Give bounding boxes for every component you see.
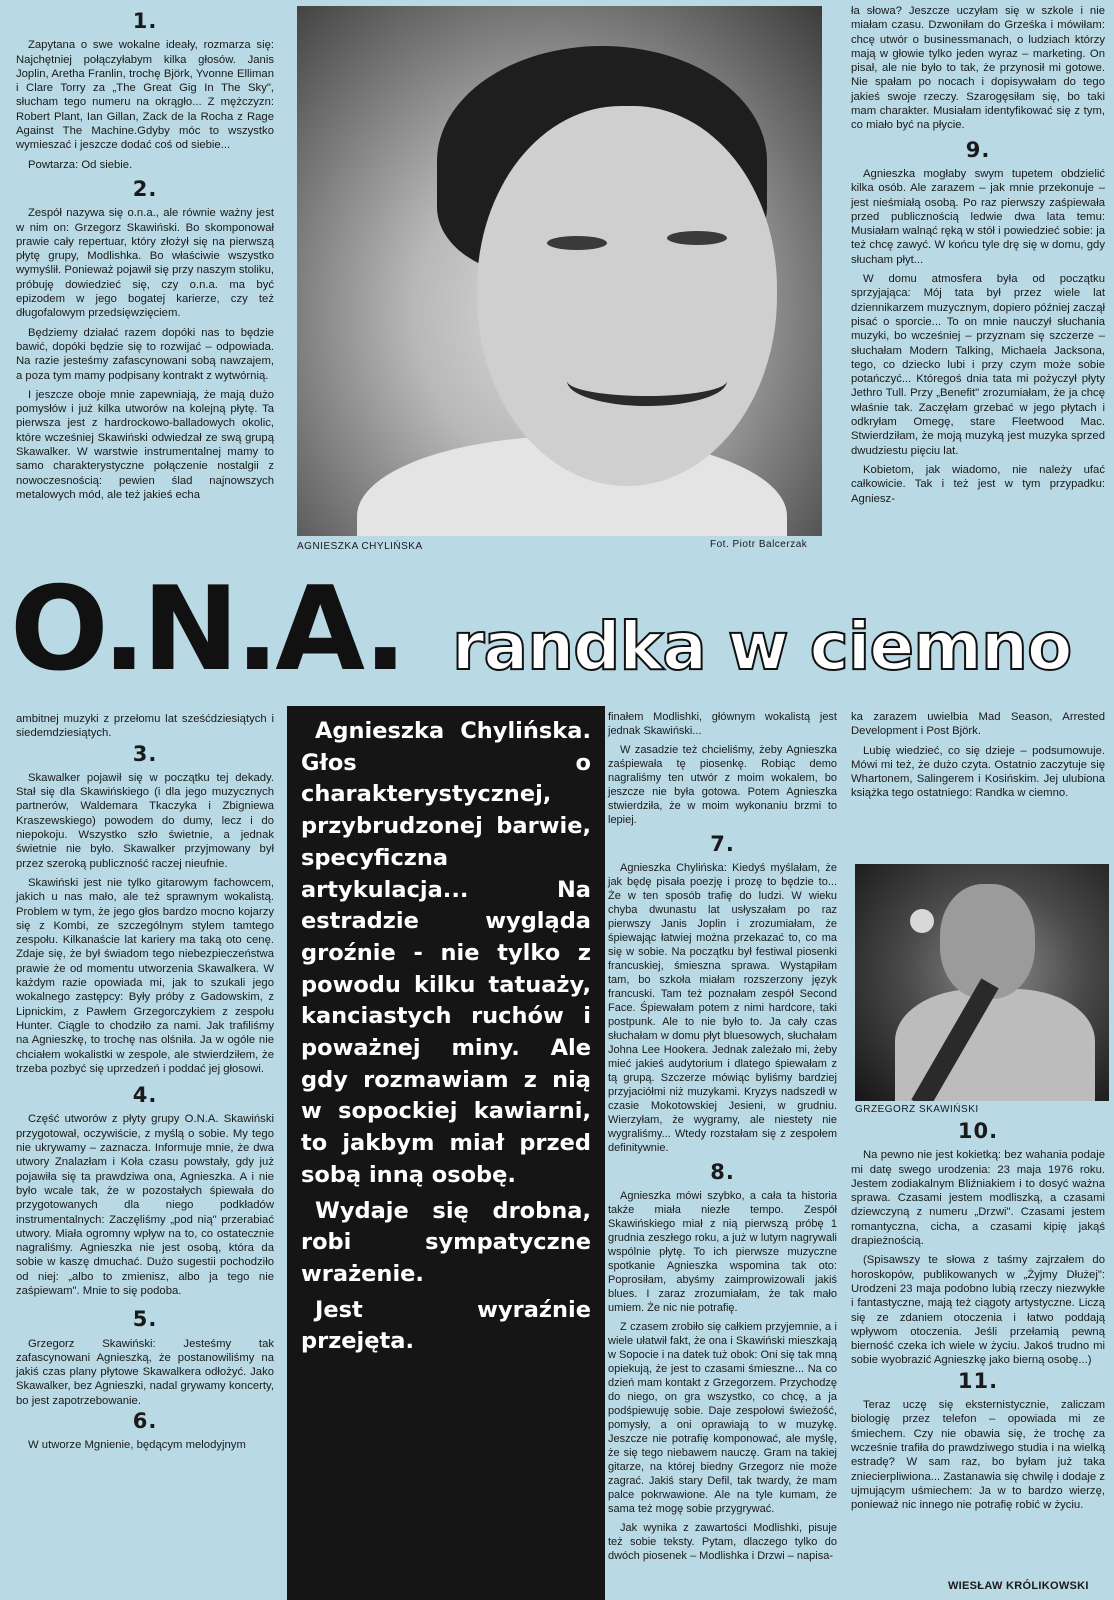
paragraph: W domu atmosfera była od początku sprzyjająca: Mój tata był przez wiele lat dziennikarzem muzycznym, dopiero później zaczął pisać o sporcie... To on mnie nauczył słuchania muzyki, bo wcześniej – przyznam się szczerze – słuchałam Modern Talking, Michaela Jacksona, tego, co dziecko lubi i przy czym może sobie potańczyć... Któregoś dnia tata mi pożyczył płyty Jethro Tull. Przy „Benefit" zrozumiałam, że ja chcę właśnie tak. Zaczęłam grzebać w jego płytach i odkryłam Omegę, stare Fleetwood Mac. Stwierdziłam, że moją muzyką jest muzyka sprzed dwudziestu pięciu lat. xyxy=(851,273,1105,457)
section-number-4: 4. xyxy=(132,1083,158,1108)
paragraph: Zespół nazywa się o.n.a., ale równie ważny jest w nim on: Grzegorz Skawiński. Bo skomponował prawie cały repertuar, który złożył się na pierwszą płytę grupy, Modlishka. Bo właściwie wszystko wymyślił. Ponieważ pojawił się przy naszym stoliku, próbuję dowiedzieć się, czy o.n.a. ma być epizodem w jego bogatej karierze, czy też długofalowym przedsięwzięciem. xyxy=(16,207,274,320)
paragraph: W utworze Mgnienie, będącym melodyjnym xyxy=(28,1439,246,1452)
paragraph: Agnieszka Chylińska. Głos o charakterystycznej, przybrudzonej barwie, specyficzna artykulacja... Na estradzie wygląda groźnie - nie tylko z powodu kilku tatuaży, kanciastych ruchów i poważnej miny. Ale gdy rozmawiam z nią w sopockiej kawiarni, to jakbym miał przed sobą inną osobę. xyxy=(301,718,591,1188)
photo-grzegorz-skawinski xyxy=(855,864,1109,1101)
paragraph: Wydaje się drobna, robi sympatyczne wrażenie. xyxy=(301,1197,591,1287)
section-number-10: 10. xyxy=(957,1119,999,1143)
paragraph: Powtarza: Od siebie. xyxy=(28,158,133,171)
photo-credit: Fot. Piotr Balcerzak xyxy=(710,539,808,550)
section-number-9: 9. xyxy=(965,137,991,162)
paragraph: ła słowa? Jeszcze uczyłam się w szkole i nie miałam czasu. Dzwoniłam do Grześka i mówiłam: chcę utwór o businessmanach, o ludziach którzy mają w głowie tylko jeden wyraz – marketing. On pisał, ale nie było to tak, że przynosił mi gotowe. Nie spałam po nocach i dopisywałam do tego jakieś swoje rzeczy. Szarogęsiłam się, bo taki mam charakter. Musiałam identyfikować się z tym, co miało być na płycie. xyxy=(851,5,1105,132)
section-number-7: 7. xyxy=(710,832,735,856)
paragraph: ka zarazem uwielbia Mad Season, Arrested Development i Post Björk. xyxy=(851,711,1105,738)
photo-caption-skawinski: GRZEGORZ SKAWIŃSKI xyxy=(855,1104,979,1115)
section-number-3: 3. xyxy=(132,741,158,766)
paragraph: Z czasem zrobiło się całkiem przyjemnie, a i wiele ułatwił fakt, że ona i Skawiński mieszkają w Sopocie i na datek tuż obok: Oni się tak mną opiekują, że jest to czasami śmieszne... Na co dzień mam kontakt z Grzegorzem. Przychodzę do niego, on gra wszystko, co chcę, a ja podśpiewuję sobie. Daje zespołowi świeżość, pomysły, a oni oprawiają to w muzykę. Jeszcze nie potrafię komponować, ale myślę, że się tego niebawem nauczę. Gram na takiej gitarze, na której biedny Grzegorz nie może zagrać. Jakiś stary Defil, tak twardy, że mam palce pokrwawione. Ale na tyle kumam, że sama też mogę sobie przygrywać. xyxy=(608,1321,837,1515)
paragraph: Zapytana o swe wokalne ideały, rozmarza się: Najchętniej połączyłabym kilka głosów. Janis Joplin, Aretha Franlin, trochę Björk, Yvonne Elliman i Clare Torry za „The Great Gig In The Sky", słucham tego numeru na okrągło... Z mężczyzn: Robert Plant, Ian Gillan, Zack de la Rocha z Rage Against The Machine.Gdyby móc to wszystko wymieszać i jeszcze dodać coś od siebie... xyxy=(16,39,274,152)
section-number-11: 11. xyxy=(957,1368,999,1393)
paragraph: Skawiński jest nie tylko gitarowym fachowcem, jakich u nas mało, ale też sprawnym wokalistą. Problem w tym, że jego głos bardzo mocno kojarzy się z Kombi, ze szczególnym stylem tamtego zespołu. Kilkanaście lat kariery ma taką oto cenę. Zdaje się, że był świadom tego niebezpieczeństwa prawie że od momentu utworzenia Skawalkera. W każdym razie opowiada mi, jak to szukali jego wokalnego zastępcy: Były próby z Gadowskim, z Lipnickim, z Pawłem Grzegorczykiem z zespołu Hunter. Ciągle to chodziło za nami. Jak trafiliśmy na Agnieszkę, to trochę nas olśniła. Ja w ogóle nie chciałem wokalistki w zespole, ale stwierdziłem, że trzeba pozbyć się uprzedzeń i poddać jej głosowi. xyxy=(16,876,274,1075)
headline-bold: O.N.A. xyxy=(10,562,404,697)
section-number-6: 6. xyxy=(132,1409,158,1434)
paragraph: I jeszcze oboje mnie zapewniają, że mają dużo pomysłów i już kilka utworów na kolejną płytę. Ta pierwsza jest z hardrockowo-balladowych okolic, które wcześniej Skawiński odwiedzał ze swą grupą Skawalker. W warstwie instrumentalnej mamy to samo charakterystyczne połączenie nostalgii z nowoczesnością: pewien ślad najnowszych metalowych mód, ale też jakieś echa xyxy=(16,388,274,501)
paragraph: Część utworów z płyty grupy O.N.A. Skawiński przygotował, oczywiście, z myślą o sobie. My tego nie ukrywamy – zaznacza. Informuje mnie, że dwa utwory Znalazłam i Koła czasu powstały, gdy już pojawiła się ta prawdziwa ona, Agnieszka. A i nie było wcale tak, że w pozostałych śpiewała do przygotowanych dla niego podkładów instrumentalnych: Zaczęliśmy „pod nią" przerabiać utwory. Miała ogromny wpływ na to, co ostatecznie nagraliśmy. Agnieszka nie jest osobą, która da sobie w kaszę dmuchać. Dużo sugestii pochodziło od niej: „albo to zmienisz, albo ja tego nie zaśpiewam". Mnie to się podoba. xyxy=(16,1113,274,1297)
paragraph: Grzegorz Skawiński: Jesteśmy tak zafascynowani Agnieszką, że postanowiliśmy na jakiś czas plany płytowe Skawalkera odłożyć. Jako Skawalker, bez Agnieszki, nadal grywamy koncerty, bo jest zapotrzebowanie. xyxy=(16,1337,274,1407)
section-number-2: 2. xyxy=(132,176,158,201)
paragraph: Jak wynika z zawartości Modlishki, pisuje też sobie teksty. Pytam, dlaczego tylko do dwóch piosenek – Modlishka i Drzwi – napisa- xyxy=(608,1522,837,1562)
column-4-top xyxy=(851,4,1105,511)
paragraph: Skawalker pojawił się w początku tej dekady. Stał się dla Skawińskiego (i dla jego muzycznych partnerów, Waldemara Tkaczyka i Zbigniewa Kraszewskiego) powodem do dumy, lecz i do niepokoju. Wszystko szło świetnie, a jednak świetnie nie było. Skawalker przyjmowany był przez szeroką publiczność raczej nieufnie. xyxy=(16,771,274,870)
paragraph: Lubię wiedzieć, co się dzieje – podsumowuje. Mówi mi też, że dużo czyta. Ostatnio zaczytuje się Whartonem, Salingerem i Kosińskim. Jej ulubiona książka tego ostatniego: Randka w ciemno. xyxy=(851,744,1105,800)
author-signature: WIESŁAW KRÓLIKOWSKI xyxy=(948,1580,1089,1592)
black-intro-box xyxy=(287,706,605,1600)
paragraph: Agnieszka mogłaby swym tupetem obdzielić kilka osób. Ale zarazem – jak mnie przekonuje – jest nieśmiałą osobą. Po raz pierwszy zaśpiewała przed publicznością ledwie dwa lata temu: Musiałam walnąć ręką w stół i powiedzieć sobie: ja też chcę zawyć. W końcu tyle drę się w domu, gdy słucham płyt... xyxy=(851,167,1105,266)
paragraph: (Spisawszy te słowa z taśmy zajrzałem do horoskopów, publikowanych w „Żyjmy Dłużej": Urodzeni 23 maja podobno lubią rzeczy niezwykłe i fantastyczne, mają też ciągoty artystyczne. Liczą się ze zdaniem otoczenia i łatwo poddają wpływom otoczenia. Jeśli przełamią pewną bierność czeka ich wiele w życiu. Jakoś trudno mi sobie wyobrazić Agnieszkę jako bierną osobę...) xyxy=(851,1254,1105,1367)
paragraph: ambitnej muzyki z przełomu lat sześćdziesiątych i siedemdziesiątych. xyxy=(16,713,274,740)
paragraph: Teraz uczę się eksternistycznie, zaliczam biologię przez telefon – opowiada mi ze śmiechem. Czy nie obawia się, że trochę za wcześnie trafiła do prawdziwego studia i na wielką estradę? W sam raz, bo byłam już taka zniecierpliwiona... Zastanawia się chwilę i dodaje z ujmującym uśmiechem: Ja w to bardzo wierzę, ponieważ nic innego nie potrafię robić w życiu. xyxy=(851,1399,1105,1512)
paragraph: Agnieszka mówi szybko, a cała ta historia także miała niezłe tempo. Zespół Skawińskiego miał z nią pierwszą próbę 1 grudnia zeszłego roku, a już w lutym nagrywali wspólnie płytę. To ich pierwsze muzyczne spotkanie Agnieszka wspomina tak oto: Poprosiłam, abyśmy zaimprowizowali jakiś blues. I zaraz zrozumiałam, że tak mało umiem. Że nic nie potrafię. xyxy=(608,1190,837,1314)
section-number-8: 8. xyxy=(710,1160,735,1184)
photo-agnieszka-chylinska xyxy=(297,6,822,536)
paragraph: Agnieszka Chylińska: Kiedyś myślałam, że jak będę pisała poezję i prozę to będzie to... Że w ten sposób trafię do ludzi. W wieku chyba dwunastu lat usłyszałam po raz pierwszy Janis Joplin i zrozumiałam, że śpiewając łatwiej można przekazać to, co ma się w sobie. Na początku był festiwal piosenki francuskiej, śmieszna sprawa. Wystąpiłam tam, bo szkoła miałam rozszerzony język francuski. Tam też poznałam zespół Second Face. Śpiewałam potem z nimi hardcore, taki postpunk. Ale to nie było to. Ja cały czas słuchałam w domu płyt bluesowych, słuchałam Johna Lee Hookera. Jednak zależało mi, żeby mieć jakieś audytorium i dlatego śpiewałam z tą grupą. Szczerze mówiąc byliśmy bardziej przyjaciółmi niż muzykami. Kryzys nadszedł w czasie Mokotowskiej Jesieni, w grudniu. Wierzyłam, że wygramy, ale niestety nie wygraliśmy... Wtedy rozstałam się z zespołem definitywnie. xyxy=(608,862,837,1154)
paragraph: Kobietom, jak wiadomo, nie należy ufać całkowicie. Tak i też jest w tym przypadku: Agniesz- xyxy=(851,463,1105,505)
column-4-bottom xyxy=(851,1119,1105,1517)
headline-subtitle: randka w ciemno xyxy=(452,608,1072,685)
column-1-top xyxy=(16,8,274,507)
paragraph: Będziemy działać razem dopóki nas to będzie bawić, dopóki będzie się to rozwijać – odpowiada. Na razie jesteśmy zafascynowani sobą nawzajem, a poza tym mamy podpisany kontrakt z wytwórnią. xyxy=(16,326,274,382)
column-4-bottom-head xyxy=(851,710,1105,806)
section-number-5: 5. xyxy=(132,1307,158,1332)
paragraph: finałem Modlishki, głównym wokalistą jest jednak Skawiński... xyxy=(608,711,837,737)
column-3 xyxy=(608,710,837,1568)
paragraph: Jest wyraźnie przejęta. xyxy=(301,1296,591,1355)
intro-text xyxy=(301,716,591,1362)
photo-caption-name: AGNIESZKA CHYLIŃSKA xyxy=(297,541,423,552)
section-number-1: 1. xyxy=(132,9,158,33)
column-1-bottom xyxy=(16,712,274,1458)
paragraph: W zasadzie też chcieliśmy, żeby Agnieszka zaśpiewała tę piosenkę. Robiąc demo nagraliśmy ten utwór z moim wokalem, bo jeszcze nie była gotowa. Potem Agnieszka stwierdziła, że w moim wykonaniu brzmi to lepiej. xyxy=(608,744,837,826)
paragraph: Na pewno nie jest kokietką: bez wahania podaje mi datę swego urodzenia: 23 maja 1976 roku. Jestem zodiakalnym Bliźniakiem i to dosyć ważna sprawa. Czasami jestem modliszką, a czasami dziewczyną z numeru „Drzwi". Czasami jestem romantyczna, cicha, a czasami kipię jakąś drapieżnością. xyxy=(851,1149,1105,1248)
